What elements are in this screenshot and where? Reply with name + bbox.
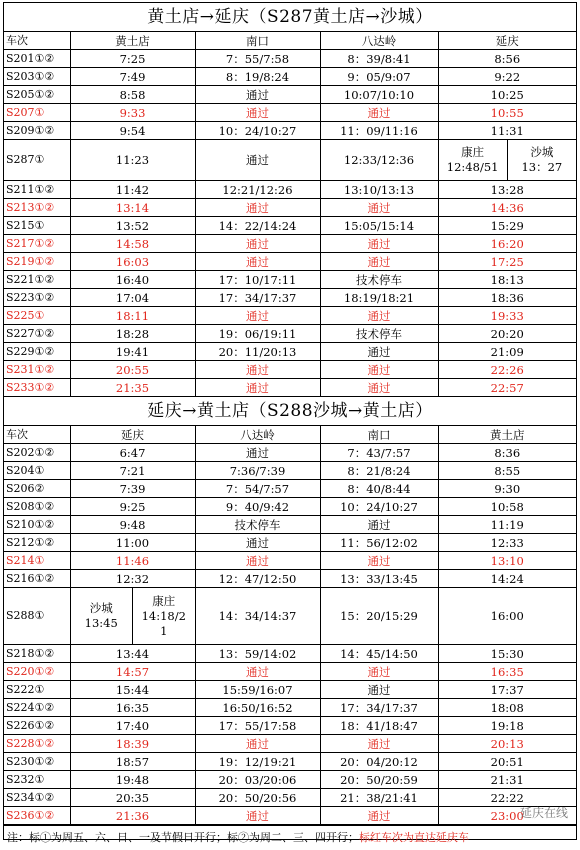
split-cell: [70, 588, 195, 645]
train-number: S202①②: [4, 444, 70, 462]
train-row: [4, 325, 576, 343]
train-number: S209①②: [4, 122, 70, 140]
time-cell: 11：09/11:16: [320, 122, 438, 140]
train-number: S232①: [4, 771, 70, 789]
time-cell: 18:19/18:21: [320, 289, 438, 307]
column-header: 八达岭: [195, 426, 320, 444]
train-number: S227①②: [4, 325, 70, 343]
station-text: 13：27: [521, 160, 563, 174]
time-cell: 18:13: [438, 271, 576, 289]
train-number: S214①: [4, 552, 70, 570]
time-cell: 15:29: [438, 217, 576, 235]
time-cell: 通过: [320, 199, 438, 217]
footnote-red-text: 标红车次为直达延庆车: [359, 831, 469, 844]
station-text: 沙城: [89, 601, 113, 615]
train-row: [4, 717, 576, 735]
train-row: [4, 271, 576, 289]
train-number: S217①②: [4, 235, 70, 253]
time-cell: 12:33: [438, 534, 576, 552]
split-cell: [438, 140, 576, 181]
time-cell: 22:57: [438, 379, 576, 397]
train-number: S234①②: [4, 789, 70, 807]
column-header: 车次: [4, 32, 70, 50]
train-row: [4, 645, 576, 663]
train-number: S213①②: [4, 199, 70, 217]
kangzhuang-cell: [132, 588, 195, 644]
time-cell: 通过: [320, 663, 438, 681]
time-cell: 20:55: [70, 361, 195, 379]
time-cell: 16:50/16:52: [195, 699, 320, 717]
time-cell: 8：39/8:41: [320, 50, 438, 68]
time-cell: 通过: [195, 534, 320, 552]
time-cell: 通过: [320, 681, 438, 699]
train-number: S224①②: [4, 699, 70, 717]
time-cell: 16:35: [438, 663, 576, 681]
time-cell: 17：55/17:58: [195, 717, 320, 735]
time-cell: 10：24/10:27: [320, 498, 438, 516]
train-number: S225①: [4, 307, 70, 325]
time-cell: 通过: [195, 235, 320, 253]
column-header: 黄土店: [70, 32, 195, 50]
train-row: [4, 735, 576, 753]
train-row: [4, 235, 576, 253]
time-cell: 17:40: [70, 717, 195, 735]
time-cell: 15:05/15:14: [320, 217, 438, 235]
time-cell: 6:47: [70, 444, 195, 462]
train-row: [4, 361, 576, 379]
time-cell: 10：24/10:27: [195, 122, 320, 140]
station-text: 13:45: [84, 616, 118, 630]
train-row: [4, 570, 576, 588]
time-cell: 13:28: [438, 181, 576, 199]
time-cell: 18:57: [70, 753, 195, 771]
time-cell: 20:35: [70, 789, 195, 807]
time-cell: 19:48: [70, 771, 195, 789]
time-cell: 8:55: [438, 462, 576, 480]
time-cell: 通过: [195, 307, 320, 325]
train-row: [4, 50, 576, 68]
kangzhuang-cell: [439, 140, 507, 180]
time-cell: 10:25: [438, 86, 576, 104]
time-cell: 7：54/7:57: [195, 480, 320, 498]
train-number: S211①②: [4, 181, 70, 199]
time-cell: 17:25: [438, 253, 576, 271]
column-header: 车次: [4, 426, 70, 444]
train-number: S203①②: [4, 68, 70, 86]
column-header: 黄土店: [438, 426, 576, 444]
time-cell: 通过: [320, 307, 438, 325]
time-cell: 20：04/20:12: [320, 753, 438, 771]
time-cell: 21：38/21:41: [320, 789, 438, 807]
time-cell: 通过: [320, 343, 438, 361]
train-row: [4, 122, 576, 140]
time-cell: 22:26: [438, 361, 576, 379]
time-cell: 10:07/10:10: [320, 86, 438, 104]
time-cell: 7：43/7:57: [320, 444, 438, 462]
time-cell: 12:32: [70, 570, 195, 588]
time-cell: 7：55/7:58: [195, 50, 320, 68]
train-number: S212①②: [4, 534, 70, 552]
column-header: 延庆: [70, 426, 195, 444]
time-cell: 13:14: [70, 199, 195, 217]
time-cell: 16:00: [438, 588, 576, 645]
time-cell: 19:33: [438, 307, 576, 325]
time-cell: 通过: [195, 735, 320, 753]
train-number: S204①: [4, 462, 70, 480]
time-cell: 通过: [320, 104, 438, 122]
train-row: [4, 181, 576, 199]
train-number: S223①②: [4, 289, 70, 307]
train-number: S226①②: [4, 717, 70, 735]
time-cell: 21:35: [70, 379, 195, 397]
train-row: [4, 663, 576, 681]
time-cell: 21:31: [438, 771, 576, 789]
station-text: 14:18/2: [141, 608, 186, 623]
footnote: [4, 825, 576, 850]
train-number: S228①②: [4, 735, 70, 753]
time-cell: 10:55: [438, 104, 576, 122]
train-row: [4, 68, 576, 86]
time-cell: 20：11/20:13: [195, 343, 320, 361]
train-number: S230①②: [4, 753, 70, 771]
time-cell: 8:56: [438, 50, 576, 68]
time-cell: 9：05/9:07: [320, 68, 438, 86]
train-number: S220①②: [4, 663, 70, 681]
train-row: [4, 199, 576, 217]
train-number: S215①: [4, 217, 70, 235]
train-number: S236①②: [4, 807, 70, 825]
time-cell: 通过: [195, 199, 320, 217]
time-cell: 通过: [320, 253, 438, 271]
time-cell: 通过: [195, 379, 320, 397]
time-cell: 16:20: [438, 235, 576, 253]
train-row: [4, 681, 576, 699]
time-cell: 17：34/17:37: [320, 699, 438, 717]
time-cell: 技术停车: [195, 516, 320, 534]
time-cell: 18:08: [438, 699, 576, 717]
time-cell: 通过: [195, 444, 320, 462]
section2-title: 延庆→黄土店（S288沙城→黄土店）: [4, 397, 576, 426]
time-cell: 11：56/12:02: [320, 534, 438, 552]
station-text: 1: [160, 623, 168, 638]
column-header: 南口: [195, 32, 320, 50]
train-number: S207①: [4, 104, 70, 122]
time-cell: 16:40: [70, 271, 195, 289]
time-cell: 11:23: [70, 140, 195, 181]
time-cell: 16:03: [70, 253, 195, 271]
train-row: [4, 343, 576, 361]
time-cell: 11:31: [438, 122, 576, 140]
time-cell: 23:00: [438, 807, 576, 825]
train-number: S231①②: [4, 361, 70, 379]
time-cell: 20:13: [438, 735, 576, 753]
train-number: S219①②: [4, 253, 70, 271]
train-row: [4, 462, 576, 480]
time-cell: 9:54: [70, 122, 195, 140]
station-text: 康庄: [152, 593, 176, 608]
time-cell: 21:36: [70, 807, 195, 825]
time-cell: 通过: [195, 140, 320, 181]
time-cell: 22:22: [438, 789, 576, 807]
time-cell: 19：06/19:11: [195, 325, 320, 343]
time-cell: 通过: [195, 86, 320, 104]
time-cell: 17:04: [70, 289, 195, 307]
train-row: [4, 289, 576, 307]
train-row: [4, 480, 576, 498]
train-number: S222①: [4, 681, 70, 699]
train-number: S233①②: [4, 379, 70, 397]
time-cell: 通过: [195, 807, 320, 825]
time-cell: 9:22: [438, 68, 576, 86]
train-number: S210①②: [4, 516, 70, 534]
train-number: S206②: [4, 480, 70, 498]
time-cell: 15:44: [70, 681, 195, 699]
column-header: 八达岭: [320, 32, 438, 50]
time-cell: 13:52: [70, 217, 195, 235]
time-cell: 14：22/14:24: [195, 217, 320, 235]
time-cell: 19：12/19:21: [195, 753, 320, 771]
time-cell: 21:09: [438, 343, 576, 361]
time-cell: 14：34/14:37: [195, 588, 320, 645]
time-cell: 18:11: [70, 307, 195, 325]
train-row: [4, 379, 576, 397]
station-text: 12:48/51: [446, 160, 499, 174]
time-cell: 13:10: [438, 552, 576, 570]
train-row: [4, 253, 576, 271]
time-cell: 通过: [320, 552, 438, 570]
time-cell: 9:33: [70, 104, 195, 122]
time-cell: 通过: [320, 807, 438, 825]
time-cell: 通过: [195, 104, 320, 122]
time-cell: 通过: [195, 253, 320, 271]
train-row: [4, 217, 576, 235]
time-cell: 13：33/13:45: [320, 570, 438, 588]
time-cell: 13:44: [70, 645, 195, 663]
time-cell: 12:33/12:36: [320, 140, 438, 181]
time-cell: 14:36: [438, 199, 576, 217]
footnote-text: 注：标①为周五、六、日、一及节假日开行；标②为周二、三、四开行；: [7, 831, 359, 844]
train-number: S205①②: [4, 86, 70, 104]
train-row: [4, 498, 576, 516]
train-row-s288: [4, 588, 576, 645]
time-cell: 20：03/20:06: [195, 771, 320, 789]
train-number: S216①②: [4, 570, 70, 588]
time-cell: 通过: [320, 735, 438, 753]
time-cell: 10:58: [438, 498, 576, 516]
time-cell: 18:28: [70, 325, 195, 343]
time-cell: 8:36: [438, 444, 576, 462]
time-cell: 8：21/8:24: [320, 462, 438, 480]
train-number: S201①②: [4, 50, 70, 68]
train-row: [4, 807, 576, 825]
train-row: [4, 789, 576, 807]
header-row: [4, 32, 576, 50]
train-row: [4, 86, 576, 104]
time-cell: 8:58: [70, 86, 195, 104]
time-cell: 14:24: [438, 570, 576, 588]
train-row: [4, 534, 576, 552]
time-cell: 7:39: [70, 480, 195, 498]
time-cell: 12:21/12:26: [195, 181, 320, 199]
train-number: S208①②: [4, 498, 70, 516]
time-cell: 9:48: [70, 516, 195, 534]
station-text: 康庄: [461, 145, 485, 159]
time-cell: 14:57: [70, 663, 195, 681]
time-cell: 通过: [320, 235, 438, 253]
column-header: 延庆: [438, 32, 576, 50]
time-cell: 9：40/9:42: [195, 498, 320, 516]
section1-table: [4, 32, 576, 397]
time-cell: 18：41/18:47: [320, 717, 438, 735]
time-cell: 20：50/20:56: [195, 789, 320, 807]
train-row-s287: [4, 140, 576, 181]
time-cell: 通过: [320, 361, 438, 379]
train-row: [4, 699, 576, 717]
shacheng-cell: [507, 140, 576, 180]
train-row: [4, 771, 576, 789]
time-cell: 7:21: [70, 462, 195, 480]
time-cell: 9:30: [438, 480, 576, 498]
time-cell: 15:30: [438, 645, 576, 663]
train-row: [4, 753, 576, 771]
train-row: [4, 307, 576, 325]
time-cell: 通过: [195, 552, 320, 570]
train-number: S229①②: [4, 343, 70, 361]
time-cell: 12：47/12:50: [195, 570, 320, 588]
time-cell: 9:25: [70, 498, 195, 516]
header-row: [4, 426, 576, 444]
time-cell: 16:35: [70, 699, 195, 717]
train-number: S287①: [4, 140, 70, 181]
time-cell: 7:49: [70, 68, 195, 86]
time-cell: 技术停车: [320, 271, 438, 289]
train-number: S288①: [4, 588, 70, 645]
time-cell: 20：50/20:59: [320, 771, 438, 789]
shacheng-cell: [71, 588, 133, 644]
watermark: 延庆在线: [519, 806, 568, 820]
train-number: S218①②: [4, 645, 70, 663]
time-cell: 15：20/15:29: [320, 588, 438, 645]
time-cell: 17：34/17:37: [195, 289, 320, 307]
time-cell: 技术停车: [320, 325, 438, 343]
time-cell: 7:25: [70, 50, 195, 68]
time-cell: 19:41: [70, 343, 195, 361]
time-cell: 18:36: [438, 289, 576, 307]
time-cell: 15:59/16:07: [195, 681, 320, 699]
time-cell: 20:20: [438, 325, 576, 343]
time-cell: 通过: [195, 361, 320, 379]
time-cell: 11:19: [438, 516, 576, 534]
time-cell: 13：59/14:02: [195, 645, 320, 663]
train-number: S221①②: [4, 271, 70, 289]
column-header: 南口: [320, 426, 438, 444]
time-cell: 20:51: [438, 753, 576, 771]
time-cell: 11:42: [70, 181, 195, 199]
time-cell: 14：45/14:50: [320, 645, 438, 663]
train-row: [4, 444, 576, 462]
time-cell: 8：40/8:44: [320, 480, 438, 498]
time-cell: 13:10/13:13: [320, 181, 438, 199]
section1-title: 黄土店→延庆（S287黄土店→沙城）: [4, 3, 576, 32]
time-cell: 8：19/8:24: [195, 68, 320, 86]
time-cell: 通过: [320, 516, 438, 534]
time-cell: 14:58: [70, 235, 195, 253]
time-cell: 7:36/7:39: [195, 462, 320, 480]
section2-table: [4, 426, 576, 825]
time-cell: 11:46: [70, 552, 195, 570]
station-text: 沙城: [530, 145, 554, 159]
time-cell: 11:00: [70, 534, 195, 552]
time-cell: 18:39: [70, 735, 195, 753]
train-row: [4, 104, 576, 122]
time-cell: 17：10/17:11: [195, 271, 320, 289]
time-cell: 17:37: [438, 681, 576, 699]
timetable-page: [3, 2, 577, 844]
time-cell: 通过: [195, 663, 320, 681]
time-cell: 19:18: [438, 717, 576, 735]
time-cell: 通过: [320, 379, 438, 397]
train-row: [4, 552, 576, 570]
train-row: [4, 516, 576, 534]
